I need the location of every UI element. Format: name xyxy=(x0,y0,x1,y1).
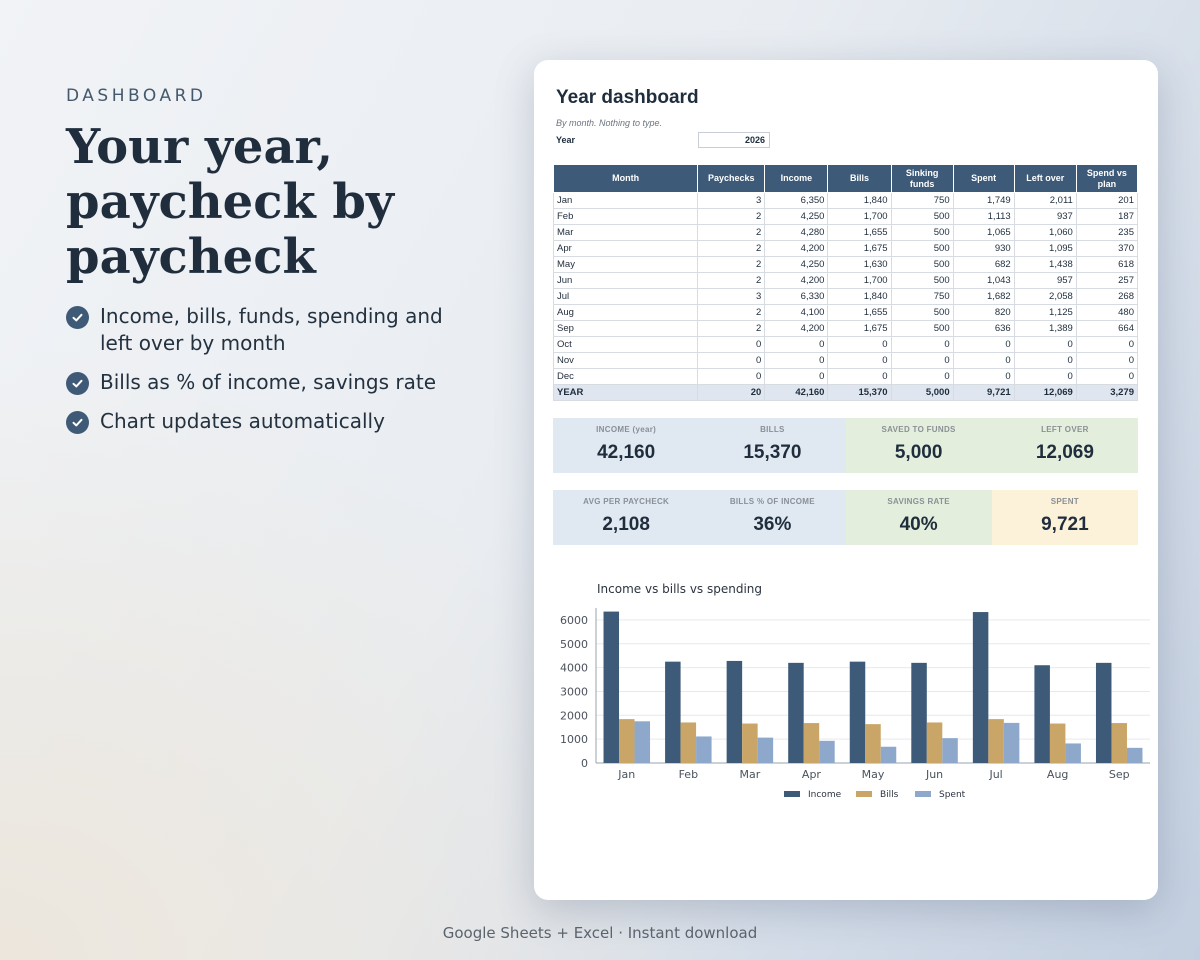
kpi-tile xyxy=(553,418,699,473)
table-cell[interactable]: 1,438 xyxy=(1014,257,1076,273)
table-cell[interactable]: 4,200 xyxy=(765,321,828,337)
table-cell[interactable]: 0 xyxy=(953,353,1014,369)
table-cell[interactable]: 0 xyxy=(891,353,953,369)
kpi-value: 9,721 xyxy=(1041,514,1089,535)
year-input[interactable]: 2026 xyxy=(698,132,770,148)
table-cell[interactable]: 0 xyxy=(828,369,891,385)
feature-item xyxy=(66,303,466,357)
table-cell[interactable]: 42,160 xyxy=(765,385,828,401)
table-cell[interactable]: 1,113 xyxy=(953,209,1014,225)
kpi-label: INCOME (year) xyxy=(596,425,657,434)
table-row xyxy=(554,337,1138,353)
table-cell[interactable]: 618 xyxy=(1076,257,1137,273)
bar-spent xyxy=(942,738,958,763)
table-cell[interactable]: 500 xyxy=(891,273,953,289)
kpi-label: SAVINGS RATE xyxy=(887,497,950,506)
table-row xyxy=(554,193,1138,209)
table-cell[interactable]: 636 xyxy=(953,321,1014,337)
bar-spent xyxy=(635,721,651,763)
table-cell[interactable]: 2 xyxy=(698,209,765,225)
table-cell[interactable]: 1,655 xyxy=(828,305,891,321)
table-cell[interactable]: 235 xyxy=(1076,225,1137,241)
table-cell[interactable]: 15,370 xyxy=(828,385,891,401)
feature-text: Income, bills, funds, spending and left over by month xyxy=(100,304,443,355)
table-cell[interactable]: 268 xyxy=(1076,289,1137,305)
bar-bills xyxy=(865,724,881,763)
legend-label: Income xyxy=(808,790,842,800)
legend-label: Spent xyxy=(939,790,966,800)
column-header[interactable]: Spent xyxy=(953,165,1014,193)
bar-bills xyxy=(804,723,820,763)
check-icon xyxy=(66,306,89,329)
table-total-row xyxy=(554,385,1138,401)
table-cell[interactable]: 5,000 xyxy=(891,385,953,401)
table-cell[interactable]: 820 xyxy=(953,305,1014,321)
kpi-tile xyxy=(846,490,992,545)
table-cell[interactable]: 500 xyxy=(891,209,953,225)
table-cell[interactable]: 0 xyxy=(828,337,891,353)
bar-spent xyxy=(758,738,774,763)
table-cell[interactable]: 500 xyxy=(891,321,953,337)
column-header[interactable]: Paychecks xyxy=(698,165,765,193)
table-cell[interactable]: 664 xyxy=(1076,321,1137,337)
bar-bills xyxy=(927,722,943,763)
y-tick-label: 5000 xyxy=(560,637,588,651)
eyebrow: DASHBOARD xyxy=(66,86,207,106)
table-cell[interactable]: 1,682 xyxy=(953,289,1014,305)
headline-line: Your year, xyxy=(66,119,334,175)
table-cell[interactable]: 2,058 xyxy=(1014,289,1076,305)
table-cell[interactable]: 20 xyxy=(698,385,765,401)
income-bills-spending-chart xyxy=(534,600,1158,870)
y-tick-label: 2000 xyxy=(560,709,588,723)
table-cell[interactable]: 0 xyxy=(698,369,765,385)
kpi-value: 40% xyxy=(899,514,938,535)
table-cell[interactable]: Oct xyxy=(554,337,698,353)
table-cell[interactable]: 500 xyxy=(891,241,953,257)
kpi-value: 5,000 xyxy=(894,442,943,463)
kpi-label: AVG PER PAYCHECK xyxy=(583,497,670,506)
headline xyxy=(66,120,466,285)
table-cell[interactable]: 0 xyxy=(765,369,828,385)
table-cell[interactable]: 4,200 xyxy=(765,241,828,257)
kpi-value: 42,160 xyxy=(597,442,656,463)
table-cell[interactable]: 0 xyxy=(1014,337,1076,353)
table-cell[interactable]: Aug xyxy=(554,305,698,321)
table-cell[interactable]: 0 xyxy=(1076,337,1137,353)
bar-income xyxy=(850,662,866,763)
table-cell[interactable]: Jan xyxy=(554,193,698,209)
table-cell[interactable]: 480 xyxy=(1076,305,1137,321)
table-cell[interactable]: 2 xyxy=(698,241,765,257)
table-cell[interactable]: 1,700 xyxy=(828,209,891,225)
monthly-table xyxy=(553,164,1138,401)
table-cell[interactable]: 0 xyxy=(698,337,765,353)
table-cell[interactable]: Mar xyxy=(554,225,698,241)
feature-item xyxy=(66,369,466,396)
bar-bills xyxy=(1050,724,1066,763)
table-header-row xyxy=(554,165,1138,193)
kpi-label: SPENT xyxy=(1050,497,1079,506)
table-cell[interactable]: 3 xyxy=(698,289,765,305)
y-tick-label: 4000 xyxy=(560,661,588,675)
table-cell[interactable]: 257 xyxy=(1076,273,1137,289)
kpi-tile xyxy=(553,490,699,545)
table-cell[interactable]: 3,279 xyxy=(1076,385,1137,401)
table-cell[interactable]: 1,840 xyxy=(828,289,891,305)
kpi-value: 2,108 xyxy=(602,514,650,535)
feature-text: Bills as % of income, savings rate xyxy=(100,370,437,394)
x-tick-label: May xyxy=(861,768,885,781)
kpi-label: SAVED TO FUNDS xyxy=(881,425,956,434)
bar-spent xyxy=(1065,743,1081,763)
table-row xyxy=(554,369,1138,385)
table-cell[interactable]: 1,060 xyxy=(1014,225,1076,241)
x-tick-label: Jun xyxy=(925,768,944,781)
x-tick-label: Sep xyxy=(1108,768,1130,781)
table-cell[interactable]: 0 xyxy=(828,353,891,369)
bar-bills xyxy=(988,719,1004,763)
table-cell[interactable]: 2 xyxy=(698,321,765,337)
column-header[interactable]: Left over xyxy=(1014,165,1076,193)
bar-spent xyxy=(1004,723,1020,763)
table-cell[interactable]: 1,043 xyxy=(953,273,1014,289)
table-body xyxy=(554,193,1138,401)
bar-spent xyxy=(881,747,897,763)
table-cell[interactable]: 6,350 xyxy=(765,193,828,209)
legend-label: Bills xyxy=(880,790,899,800)
x-tick-label: Jan xyxy=(618,768,636,781)
column-header[interactable]: Sinking funds xyxy=(891,165,953,193)
table-cell[interactable]: 1,840 xyxy=(828,193,891,209)
table-row xyxy=(554,241,1138,257)
table-cell[interactable]: 1,095 xyxy=(1014,241,1076,257)
table-cell[interactable]: Sep xyxy=(554,321,698,337)
x-tick-label: Aug xyxy=(1046,768,1069,781)
table-cell[interactable]: 4,250 xyxy=(765,209,828,225)
table-cell[interactable]: Jul xyxy=(554,289,698,305)
chart-title: Income vs bills vs spending xyxy=(597,582,763,596)
table-row xyxy=(554,257,1138,273)
kpi-tile xyxy=(992,490,1138,545)
table-cell[interactable]: 0 xyxy=(1014,353,1076,369)
feature-text: Chart updates automatically xyxy=(100,409,385,433)
table-cell[interactable]: 2,011 xyxy=(1014,193,1076,209)
y-tick-label: 6000 xyxy=(560,613,588,627)
table-cell[interactable]: 1,389 xyxy=(1014,321,1076,337)
table-cell[interactable]: 1,749 xyxy=(953,193,1014,209)
table-cell[interactable]: 0 xyxy=(1076,353,1137,369)
feature-item xyxy=(66,408,466,435)
table-cell[interactable]: 1,675 xyxy=(828,321,891,337)
column-header[interactable]: Income xyxy=(765,165,828,193)
table-cell[interactable]: 9,721 xyxy=(953,385,1014,401)
x-tick-label: Feb xyxy=(678,768,699,781)
table-cell[interactable]: YEAR xyxy=(554,385,698,401)
table-cell[interactable]: 4,280 xyxy=(765,225,828,241)
kpi-tile xyxy=(699,490,845,545)
table-cell[interactable]: 1,675 xyxy=(828,241,891,257)
table-cell[interactable]: 937 xyxy=(1014,209,1076,225)
bar-income xyxy=(911,663,927,763)
x-tick-label: Apr xyxy=(801,768,821,781)
legend-swatch xyxy=(915,791,931,797)
table-cell[interactable]: 500 xyxy=(891,305,953,321)
table-row xyxy=(554,209,1138,225)
table-cell[interactable]: 930 xyxy=(953,241,1014,257)
table-cell[interactable]: 0 xyxy=(891,369,953,385)
table-cell[interactable]: Dec xyxy=(554,369,698,385)
bar-income xyxy=(604,612,620,763)
table-cell[interactable]: 2 xyxy=(698,225,765,241)
table-cell[interactable]: 957 xyxy=(1014,273,1076,289)
table-cell[interactable]: 0 xyxy=(953,337,1014,353)
kpi-row-1 xyxy=(553,418,1138,473)
column-header[interactable]: Bills xyxy=(828,165,891,193)
check-icon xyxy=(66,411,89,434)
sheet-subtitle: By month. Nothing to type. xyxy=(556,118,663,128)
table-cell[interactable]: 500 xyxy=(891,257,953,273)
bar-spent xyxy=(696,736,712,763)
y-tick-label: 3000 xyxy=(560,685,588,699)
table-cell[interactable]: 750 xyxy=(891,289,953,305)
kpi-value: 15,370 xyxy=(743,442,802,463)
year-label: Year xyxy=(556,135,576,145)
bar-spent xyxy=(819,741,835,763)
table-cell[interactable]: 2 xyxy=(698,305,765,321)
column-header[interactable]: Spend vs plan xyxy=(1076,165,1137,193)
table-cell[interactable]: 0 xyxy=(1076,369,1137,385)
table-cell[interactable]: 4,200 xyxy=(765,273,828,289)
x-tick-label: Jul xyxy=(989,768,1003,781)
column-header[interactable]: Month xyxy=(554,165,698,193)
table-row xyxy=(554,225,1138,241)
table-cell[interactable]: May xyxy=(554,257,698,273)
table-cell[interactable]: Feb xyxy=(554,209,698,225)
table-cell[interactable]: 187 xyxy=(1076,209,1137,225)
legend-swatch xyxy=(856,791,872,797)
table-cell[interactable]: 1,655 xyxy=(828,225,891,241)
table-cell[interactable]: 0 xyxy=(1014,369,1076,385)
table-cell[interactable]: 2 xyxy=(698,273,765,289)
headline-line: paycheck by xyxy=(66,174,394,230)
table-cell[interactable]: 4,100 xyxy=(765,305,828,321)
kpi-label: BILLS xyxy=(760,425,785,434)
kpi-tile xyxy=(699,418,845,473)
table-cell[interactable]: 1,630 xyxy=(828,257,891,273)
table-cell[interactable]: 3 xyxy=(698,193,765,209)
table-cell[interactable]: Jun xyxy=(554,273,698,289)
table-cell[interactable]: 1,125 xyxy=(1014,305,1076,321)
spreadsheet-card xyxy=(534,60,1158,900)
headline-line: paycheck xyxy=(66,229,316,285)
table-cell[interactable]: 750 xyxy=(891,193,953,209)
table-cell[interactable]: Nov xyxy=(554,353,698,369)
check-icon xyxy=(66,372,89,395)
table-cell[interactable]: 12,069 xyxy=(1014,385,1076,401)
bar-bills xyxy=(681,722,697,763)
bar-bills xyxy=(1111,723,1127,763)
table-cell[interactable]: 0 xyxy=(698,353,765,369)
kpi-value: 12,069 xyxy=(1035,442,1094,463)
table-cell[interactable]: 500 xyxy=(891,225,953,241)
y-tick-label: 1000 xyxy=(560,733,588,747)
table-cell[interactable]: 0 xyxy=(765,337,828,353)
table-cell[interactable]: 0 xyxy=(891,337,953,353)
kpi-row-2 xyxy=(553,490,1138,545)
footer-note: Google Sheets + Excel · Instant download xyxy=(442,924,758,942)
table-cell[interactable]: 1,700 xyxy=(828,273,891,289)
kpi-label: BILLS % OF INCOME xyxy=(729,497,815,506)
table-cell[interactable]: 2 xyxy=(698,257,765,273)
bar-income xyxy=(1096,663,1112,763)
bar-spent xyxy=(1127,748,1143,763)
bar-income xyxy=(665,662,681,763)
table-cell[interactable]: 1,065 xyxy=(953,225,1014,241)
table-cell[interactable]: 4,250 xyxy=(765,257,828,273)
table-cell[interactable]: 370 xyxy=(1076,241,1137,257)
kpi-value: 36% xyxy=(753,514,792,535)
table-row xyxy=(554,289,1138,305)
bar-income xyxy=(973,612,989,763)
table-cell[interactable]: 0 xyxy=(765,353,828,369)
bar-income xyxy=(788,663,804,763)
bar-income xyxy=(727,661,743,763)
table-row xyxy=(554,305,1138,321)
table-cell[interactable]: 6,330 xyxy=(765,289,828,305)
sheet-title: Year dashboard xyxy=(556,87,699,108)
table-cell[interactable]: 201 xyxy=(1076,193,1137,209)
y-tick-label: 0 xyxy=(581,757,588,770)
table-cell[interactable]: 0 xyxy=(953,369,1014,385)
table-row xyxy=(554,321,1138,337)
kpi-tile xyxy=(992,418,1138,473)
bar-bills xyxy=(619,719,635,763)
kpi-tile xyxy=(846,418,992,473)
table-row xyxy=(554,273,1138,289)
hero-panel xyxy=(66,86,466,447)
bar-income xyxy=(1034,665,1050,763)
feature-list xyxy=(66,303,466,435)
x-tick-label: Mar xyxy=(739,768,761,781)
kpi-label: LEFT OVER xyxy=(1041,425,1089,434)
bar-bills xyxy=(742,724,758,763)
legend-swatch xyxy=(784,791,800,797)
table-cell[interactable]: Apr xyxy=(554,241,698,257)
table-row xyxy=(554,353,1138,369)
table-cell[interactable]: 682 xyxy=(953,257,1014,273)
